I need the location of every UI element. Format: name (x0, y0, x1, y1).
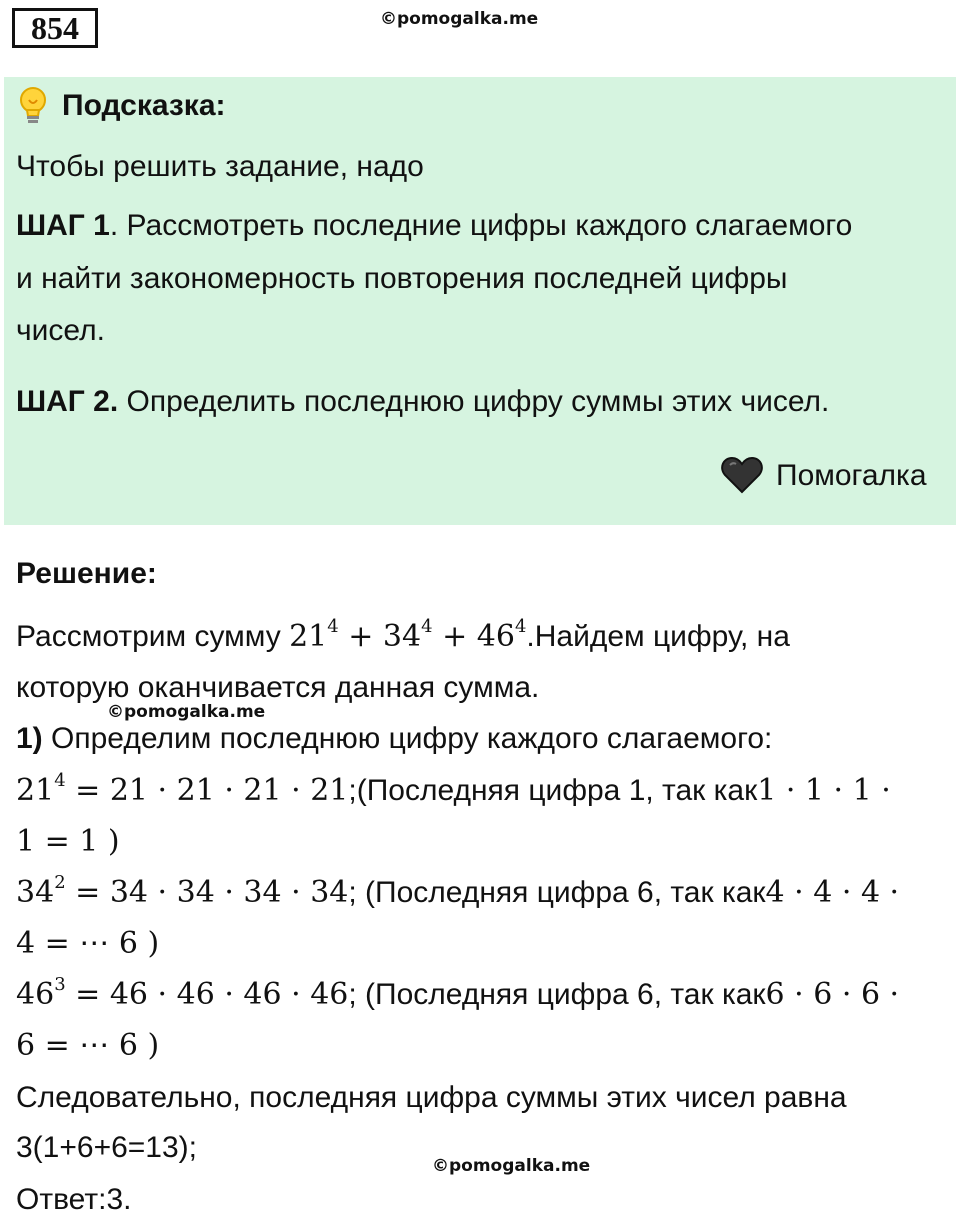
hint-step1-line1 (16, 206, 852, 246)
sum-term-1: $21^4 + 34^4 + 46^4$ (289, 616, 527, 654)
lightbulb-icon (16, 86, 50, 126)
watermark-middle: ©pomogalka.me (107, 702, 266, 722)
line1-tail: .Найдем цифру, на (526, 620, 790, 653)
solution-title: Решение: (16, 557, 157, 590)
hint-step1-line3: чисел. (16, 314, 105, 347)
hint-step2 (16, 382, 829, 422)
watermark-bottom: ©pomogalka.me (432, 1156, 591, 1176)
line1-text: Рассмотрим сумму (16, 620, 290, 653)
power-row-1-cont: 1 = 1 ) (16, 824, 120, 859)
power-row-3: $46^3 = 46 \cdot 46 \cdot 46 \cdot 46$; (Последняя цифра 6, так как6 · 6 · 6 · (16, 974, 900, 1012)
conclusion-line1: Следовательно, последняя цифра суммы этих чисел равна (16, 1081, 847, 1114)
step1-label: ШАГ 1 (16, 209, 110, 242)
hint-step1-line2: и найти закономерность повторения последней цифры (16, 262, 788, 295)
brand-label: Помогалка (776, 459, 927, 492)
heart-icon (720, 456, 764, 494)
step2-text: Определить последнюю цифру суммы этих чисел. (118, 385, 830, 418)
power-row-2-cont: 4 = ⋯ 6 ) (16, 926, 160, 961)
step2-label: ШАГ 2. (16, 385, 119, 418)
solution-line2: которую оканчивается данная сумма. (16, 671, 540, 704)
item1-label: 1) (16, 722, 43, 755)
solution-item1 (16, 719, 772, 759)
solution-line1 (16, 617, 790, 657)
conclusion-line2: 3(1+6+6=13); (16, 1131, 197, 1164)
step1-text: . Рассмотреть последние цифры каждого слагаемого (109, 209, 853, 242)
power-row-3-cont: 6 = ⋯ 6 ) (16, 1028, 160, 1063)
task-number: 854 (12, 8, 98, 48)
watermark-top: ©pomogalka.me (380, 9, 539, 29)
power-row-1: $21^4 = 21 \cdot 21 \cdot 21$ · 21;(Последняя цифра 1, так как1 · 1 · 1 · (16, 770, 891, 808)
hint-intro: Чтобы решить задание, надо (16, 150, 424, 183)
answer: Ответ:3. (16, 1183, 132, 1216)
power-row-2: $34^2 = 34 \cdot 34 \cdot 34 \cdot 34$; (Последняя цифра 6, так как4 · 4 · 4 · (16, 872, 900, 910)
hint-title: Подсказка: (62, 89, 226, 122)
item1-text: Определим последнюю цифру каждого слагаемого: (42, 722, 773, 755)
